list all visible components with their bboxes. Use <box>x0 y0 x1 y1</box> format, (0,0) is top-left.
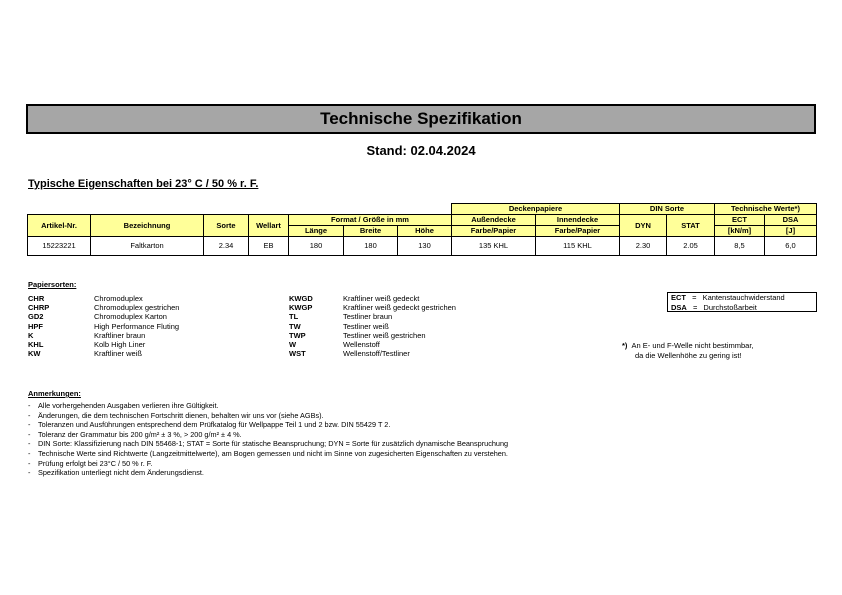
header-format: Format / Größe in mm <box>289 215 452 226</box>
header-artikel-nr: Artikel-Nr. <box>28 215 91 237</box>
list-item: - Alle vorhergehenden Ausgaben verlieren ihre Gültigkeit. <box>28 401 219 410</box>
header-sorte: Sorte <box>204 215 249 237</box>
list-item: - Änderungen, die dem technischen Fortschritt dienen, behalten wir uns vor (siehe AGBs). <box>28 410 324 420</box>
anmerkungen-label: Anmerkungen: <box>28 389 81 398</box>
cell-sorte: 2.34 <box>204 237 249 256</box>
specification-table <box>27 203 817 256</box>
footnote-mark: *) <box>622 341 628 350</box>
header-laenge: Länge <box>289 226 344 237</box>
papiersorten-list-right: KWGD Kraftliner weiß gedeckt KWGP Kraftliner weiß gedeckt gestrichen TL Testliner braun TW Testliner weiß TWP Testliner weiß gestrichen W Wellenstoff WST Wellenstoff/Testliner <box>289 294 456 359</box>
group-technische-werte: Technische Werte*) <box>715 204 817 215</box>
header-dsa-unit: [J] <box>765 226 817 237</box>
cell-breite: 180 <box>344 237 398 256</box>
cell-innendecke: 115 KHL <box>536 237 620 256</box>
definition-ect: ECT = Kantenstauchwiderstand <box>671 293 785 302</box>
list-item: - Spezifikation unterliegt nicht dem Änderungsdienst. <box>28 468 204 478</box>
table-row <box>28 237 817 256</box>
anmerkungen-list <box>28 401 508 478</box>
header-hoehe: Höhe <box>398 226 452 237</box>
list-item: - Prüfung erfolgt bei 23°C / 50 % r. F. <box>28 458 153 468</box>
cell-wellart: EB <box>249 237 289 256</box>
table-group-header-row <box>28 204 817 215</box>
abbreviation-definitions-box <box>667 292 817 312</box>
footnote <box>622 341 754 361</box>
footnote-line-2: da die Wellenhöhe zu gering ist! <box>635 351 742 360</box>
cell-laenge: 180 <box>289 237 344 256</box>
group-deckenpapiere: Deckenpapiere <box>452 204 620 215</box>
list-item: - DIN Sorte: Klassifizierung nach DIN 55468-1; STAT = Sorte für statische Beanspruchung; DYN = Sorte für zusätzlich dynamische Beanspruchung <box>28 439 509 449</box>
footnote-line-1: An E- und F-Welle nicht bestimmbar, <box>631 341 754 350</box>
cell-hoehe: 130 <box>398 237 452 256</box>
header-farbe-papier-innen: Farbe/Papier <box>536 226 620 237</box>
header-dsa: DSA <box>765 215 817 226</box>
papiersorten-label: Papiersorten: <box>28 280 77 289</box>
definition-dsa: DSA = Durchstoßarbeit <box>671 302 757 312</box>
table-header-row-1 <box>28 215 817 226</box>
cell-stat: 2.05 <box>667 237 715 256</box>
header-stat: STAT <box>667 215 715 237</box>
header-innendecke: Innendecke <box>536 215 620 226</box>
header-dyn: DYN <box>620 215 667 237</box>
list-item: - Toleranzen und Ausführungen entsprechend dem Prüfkatalog für Wellpappe Teil 1 und 2 bzw. DIN 55429 T 2. <box>28 420 391 430</box>
header-farbe-papier-aussen: Farbe/Papier <box>452 226 536 237</box>
stand-date: Stand: 02.04.2024 <box>366 143 476 158</box>
document-title: Technische Spezifikation <box>26 104 816 134</box>
cell-aussendecke: 135 KHL <box>452 237 536 256</box>
list-item: - Technische Werte sind Richtwerte (Langzeitmittelwerte), am Bogen gemessen und nicht im Sinne von zugesicherten Eigenschaften zu verstehen. <box>28 448 508 458</box>
group-din-sorte: DIN Sorte <box>620 204 715 215</box>
header-wellart: Wellart <box>249 215 289 237</box>
cell-dsa: 6,0 <box>765 237 817 256</box>
cell-ect: 8,5 <box>715 237 765 256</box>
header-aussendecke: Außendecke <box>452 215 536 226</box>
header-ect-unit: [kN/m] <box>715 226 765 237</box>
cell-dyn: 2.30 <box>620 237 667 256</box>
cell-bezeichnung: Faltkarton <box>91 237 204 256</box>
header-breite: Breite <box>344 226 398 237</box>
list-item: - Toleranz der Grammatur bis 200 g/m² ± 3 %, > 200 g/m² ± 4 %. <box>28 429 242 439</box>
properties-subheading: Typische Eigenschaften bei 23° C / 50 % r. F. <box>28 178 259 190</box>
header-ect: ECT <box>715 215 765 226</box>
cell-artikel-nr: 15223221 <box>28 237 91 256</box>
papiersorten-list-left: CHR Chromoduplex CHRP Chromoduplex gestrichen GD2 Chromoduplex Karton HPF High Performance Fluting K Kraftliner braun KHL Kolb High Liner KW Kraftliner weiß <box>28 294 180 359</box>
header-bezeichnung: Bezeichnung <box>91 215 204 237</box>
